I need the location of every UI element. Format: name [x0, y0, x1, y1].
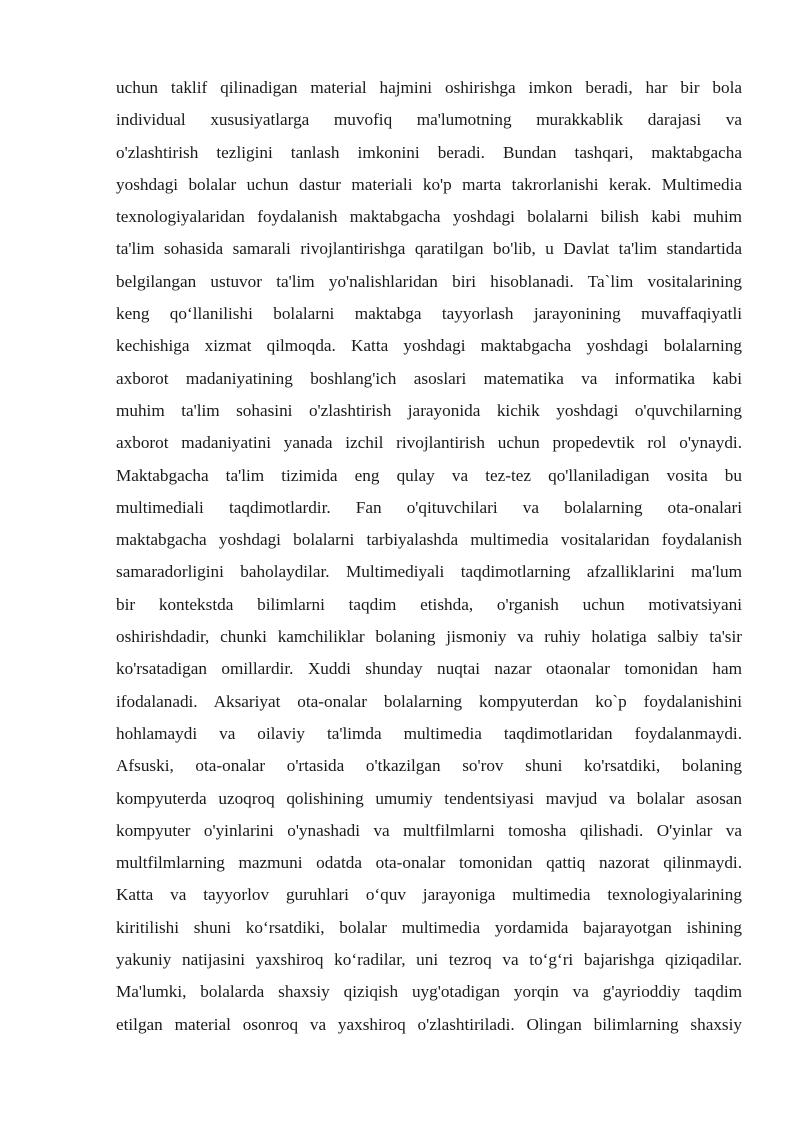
text-line: multimediali taqdimotlardir. Fan o'qituvchilari va bolalarning ota-onalari [116, 497, 742, 517]
text-line: multfilmlarning mazmuni odatda ota-onalar tomonidan qattiq nazorat qilinmaydi. [116, 853, 742, 873]
text-line: Katta va tayyorlov guruhlari o‘quv jarayoniga multimedia texnologiyalarining [116, 885, 742, 905]
text-line: ta'lim sohasida samarali rivojlantirishga qaratilgan bo'lib, u Davlat ta'lim standartida [116, 239, 742, 259]
text-line: bir kontekstda bilimlarni taqdim etishda, o'rganish uchun motivatsiyani [116, 594, 742, 614]
text-line: oshirishdadir, chunki kamchiliklar bolaning jismoniy va ruhiy holatiga salbiy ta'sir [116, 627, 742, 647]
text-line: kechishiga xizmat qilmoqda. Katta yoshdagi maktabgacha yoshdagi bolalarning [116, 336, 742, 356]
text-line: Maktabgacha ta'lim tizimida eng qulay va tez-tez qo'llaniladigan vosita bu [116, 465, 742, 485]
text-line: etilgan material osonroq va yaxshiroq o'zlashtiriladi. Olingan bilimlarning shaxsiy [116, 1014, 742, 1034]
text-line: samaradorligini baholaydilar. Multimediyali taqdimotlarning afzalliklarini ma'lum [116, 562, 742, 582]
text-line: maktabgacha yoshdagi bolalarni tarbiyalashda multimedia vositalaridan foydalanish [116, 530, 742, 550]
text-line: kompyuterda uzoqroq qolishining umumiy tendentsiyasi mavjud va bolalar asosan [116, 788, 742, 808]
text-line: hohlamaydi va oilaviy ta'limda multimedia taqdimotlaridan foydalanmaydi. [116, 723, 742, 743]
text-line: yakuniy natijasini yaxshiroq ko‘radilar, uni tezroq va to‘g‘ri bajarishga qiziqadilar. [116, 950, 742, 970]
text-line: axborot madaniyatini yanada izchil rivojlantirish uchun propedevtik rol o'ynaydi. [116, 433, 742, 453]
text-line: belgilangan ustuvor ta'lim yo'nalishlaridan biri hisoblanadi. Ta`lim vositalarining [116, 271, 742, 291]
text-line: individual xususiyatlarga muvofiq ma'lumotning murakkablik darajasi va [116, 110, 742, 130]
text-line: Afsuski, ota-onalar o'rtasida o'tkazilgan so'rov shuni ko'rsatdiki, bolaning [116, 756, 742, 776]
text-line: muhim ta'lim sohasini o'zlashtirish jarayonida kichik yoshdagi o'quvchilarning [116, 400, 742, 420]
text-line: texnologiyalaridan foydalanish maktabgacha yoshdagi bolalarni bilish kabi muhim [116, 207, 742, 227]
text-line: kompyuter o'yinlarini o'ynashadi va multfilmlarni tomosha qilishadi. O'yinlar va [116, 820, 742, 840]
text-line: ifodalanadi. Aksariyat ota-onalar bolalarning kompyuterdan ko`p foydalanishini [116, 691, 742, 711]
text-line: yoshdagi bolalar uchun dastur materiali ko'p marta takrorlanishi kerak. Multimedia [116, 174, 742, 194]
body-paragraph [116, 72, 742, 1041]
text-line: Ma'lumki, bolalarda shaxsiy qiziqish uyg'otadigan yorqin va g'ayrioddiy taqdim [116, 982, 742, 1002]
text-line: o'zlashtirish tezligini tanlash imkonini beradi. Bundan tashqari, maktabgacha [116, 142, 742, 162]
text-line: kiritilishi shuni ko‘rsatdiki, bolalar multimedia yordamida bajarayotgan ishining [116, 917, 742, 937]
text-line: keng qo‘llanilishi bolalarni maktabga tayyorlash jarayonining muvaffaqiyatli [116, 304, 742, 324]
text-line: ko'rsatadigan omillardir. Xuddi shunday nuqtai nazar otaonalar tomonidan ham [116, 659, 742, 679]
text-line: uchun taklif qilinadigan material hajmini oshirishga imkon beradi, har bir bola [116, 78, 742, 97]
text-line: axborot madaniyatining boshlang'ich asoslari matematika va informatika kabi [116, 368, 742, 388]
